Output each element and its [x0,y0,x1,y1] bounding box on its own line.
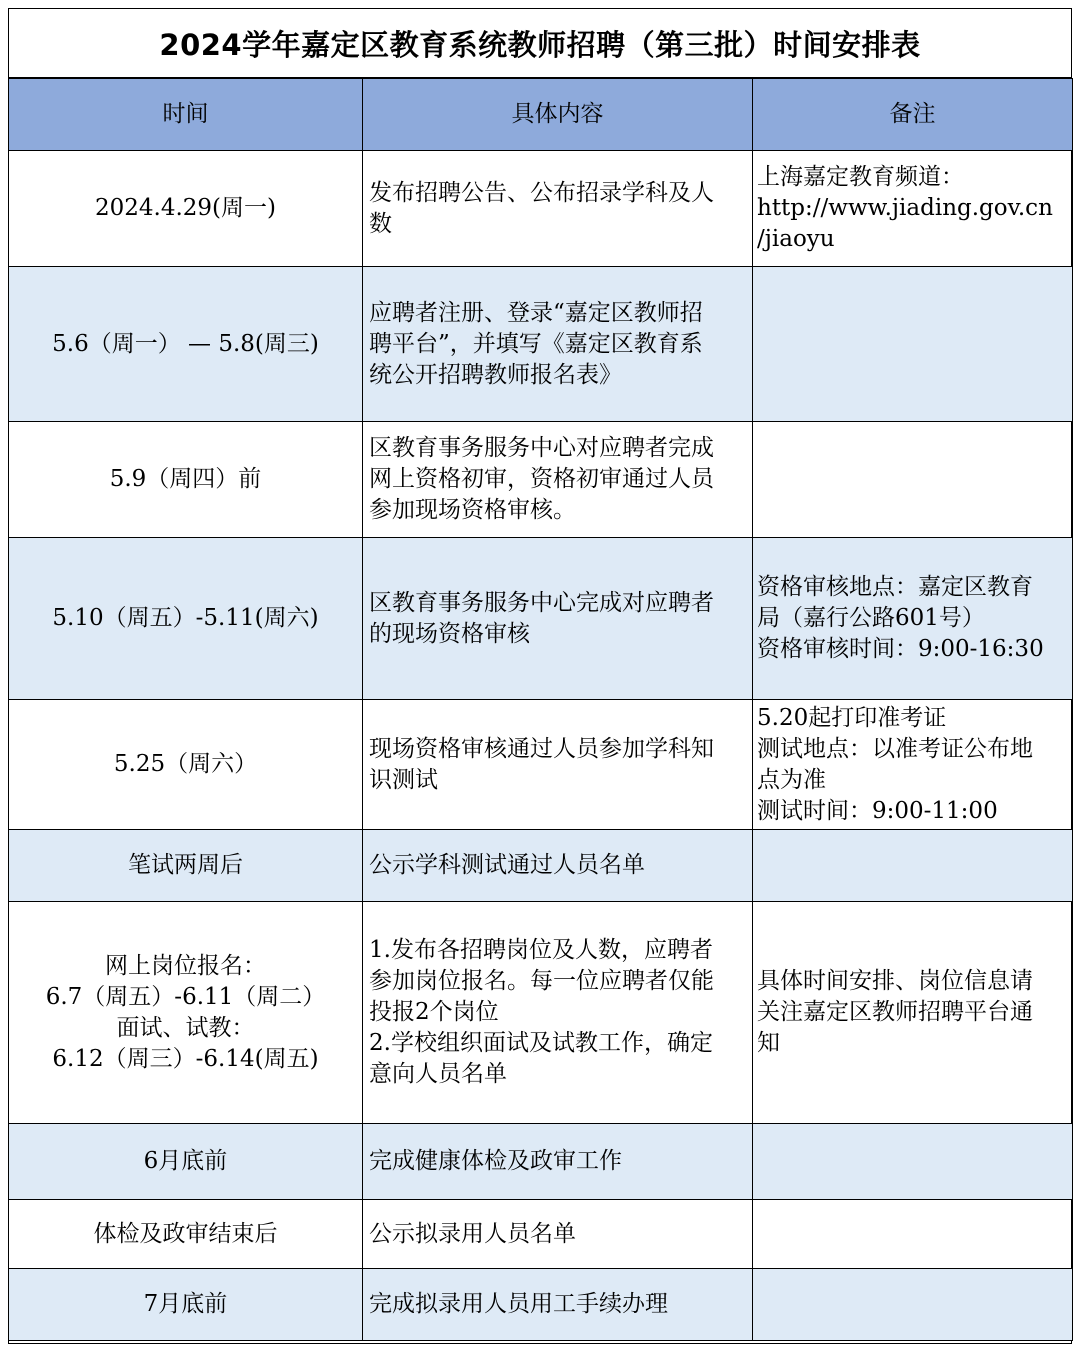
schedule-table [8,78,1073,1341]
note-cell: 5.20起打印准考证 测试地点：以准考证公布地 点为准 测试时间：9:00-11:00 [753,700,1073,830]
table-row [9,1269,1073,1341]
content-cell: 公示学科测试通过人员名单 [363,830,753,902]
page-title: 2024学年嘉定区教育系统教师招聘（第三批）时间安排表 [9,9,1071,78]
content-cell: 公示拟录用人员名单 [363,1200,753,1269]
content-cell: 发布招聘公告、公布招录学科及人 数 [363,151,753,267]
table-row [9,151,1073,267]
time-cell: 2024.4.29(周一) [9,151,363,267]
table-row [9,267,1073,422]
content-cell: 区教育事务服务中心完成对应聘者 的现场资格审核 [363,538,753,700]
content-cell: 完成拟录用人员用工手续办理 [363,1269,753,1341]
note-cell: 资格审核地点：嘉定区教育 局（嘉行公路601号） 资格审核时间：9:00-16:30 [753,538,1073,700]
content-cell: 应聘者注册、登录“嘉定区教师招 聘平台”，并填写《嘉定区教育系 统公开招聘教师报名表》 [363,267,753,422]
time-cell: 网上岗位报名： 6.7（周五）-6.11（周二） 面试、试教： 6.12（周三）-6.14(周五) [9,902,363,1124]
note-cell [753,422,1073,538]
header-row [9,79,1073,151]
table-row [9,538,1073,700]
header-content: 具体内容 [363,79,753,151]
header-time: 时间 [9,79,363,151]
content-cell: 1.发布各招聘岗位及人数，应聘者 参加岗位报名。每一位应聘者仅能 投报2个岗位 2.学校组织面试及试教工作，确定 意向人员名单 [363,902,753,1124]
table-row [9,830,1073,902]
content-cell: 现场资格审核通过人员参加学科知 识测试 [363,700,753,830]
time-cell: 5.10（周五）-5.11(周六) [9,538,363,700]
schedule-sheet [8,8,1072,1344]
header-note: 备注 [753,79,1073,151]
time-cell: 笔试两周后 [9,830,363,902]
note-cell [753,1269,1073,1341]
table-row [9,1200,1073,1269]
note-cell [753,830,1073,902]
time-cell: 6月底前 [9,1124,363,1200]
note-cell [753,267,1073,422]
note-cell: 上海嘉定教育频道： http://www.jiading.gov.cn /jiaoyu [753,151,1073,267]
time-cell: 7月底前 [9,1269,363,1341]
time-cell: 体检及政审结束后 [9,1200,363,1269]
note-cell [753,1124,1073,1200]
note-cell [753,1200,1073,1269]
content-cell: 区教育事务服务中心对应聘者完成 网上资格初审，资格初审通过人员 参加现场资格审核。 [363,422,753,538]
time-cell: 5.25（周六） [9,700,363,830]
table-row [9,422,1073,538]
content-cell: 完成健康体检及政审工作 [363,1124,753,1200]
table-row [9,902,1073,1124]
time-cell: 5.9（周四）前 [9,422,363,538]
table-row [9,1124,1073,1200]
note-cell: 具体时间安排、岗位信息请 关注嘉定区教师招聘平台通 知 [753,902,1073,1124]
table-row [9,700,1073,830]
time-cell: 5.6（周一） — 5.8(周三) [9,267,363,422]
